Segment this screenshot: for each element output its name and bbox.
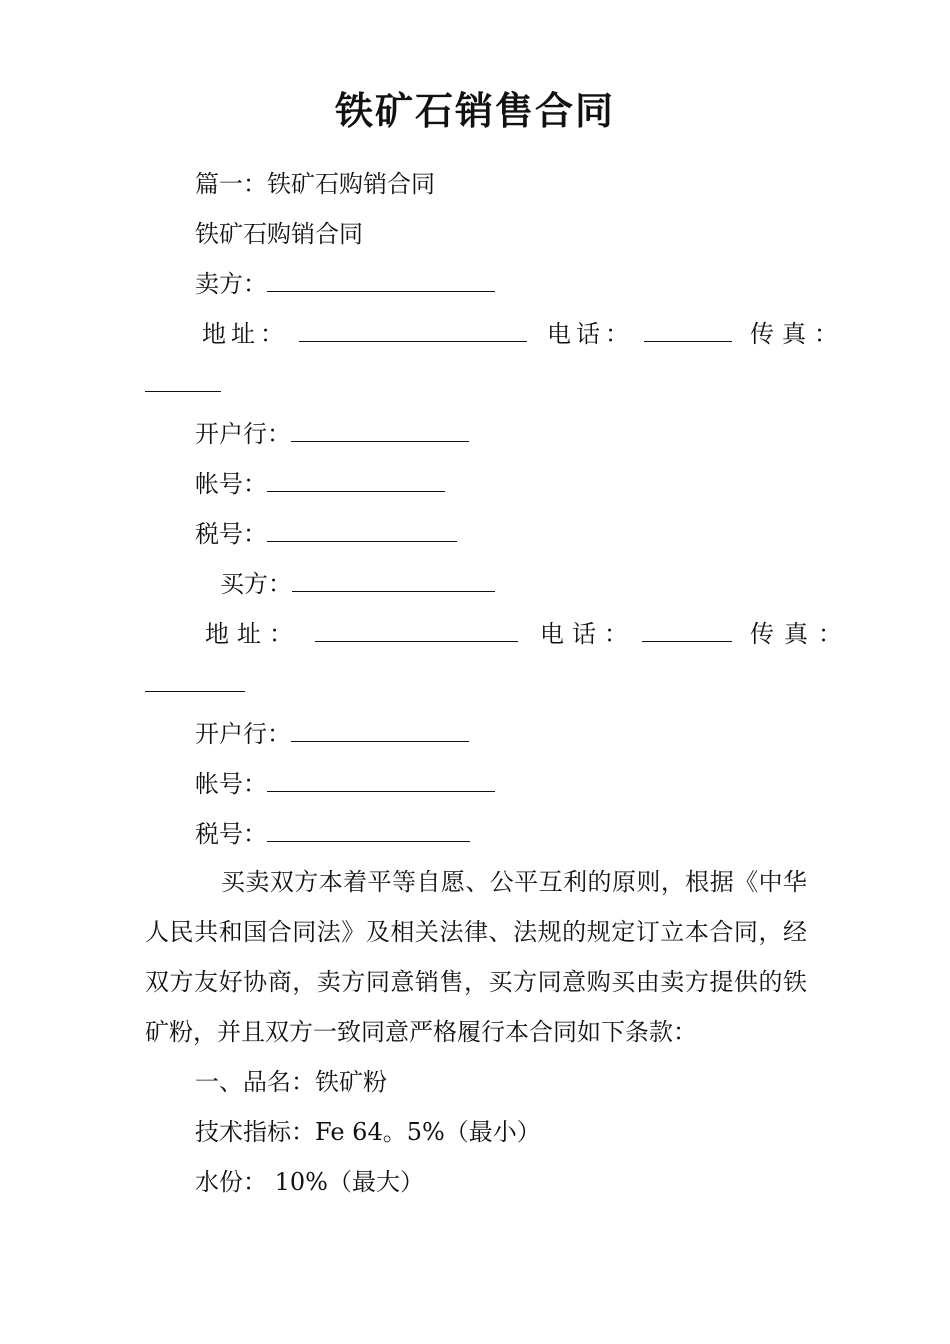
seller-tax-blank[interactable] — [267, 519, 457, 542]
buyer-tax-row — [195, 818, 470, 850]
chapter-heading: 篇一：铁矿石购销合同 — [195, 170, 435, 198]
buyer-address-label: 地址： — [205, 620, 301, 648]
product-name-line: 一、品名：铁矿粉 — [195, 1068, 387, 1096]
seller-phone-label: 电话： — [547, 320, 634, 348]
seller-account-row — [195, 468, 445, 500]
buyer-bank-label: 开户行： — [195, 720, 291, 748]
seller-bank-blank[interactable] — [291, 419, 469, 442]
seller-blank[interactable] — [267, 269, 495, 292]
buyer-account-label: 帐号： — [195, 770, 267, 798]
buyer-fax-row — [145, 668, 245, 700]
seller-phone-blank[interactable] — [644, 319, 732, 342]
seller-tax-row — [195, 518, 457, 550]
buyer-bank-blank[interactable] — [291, 719, 469, 742]
seller-row — [195, 268, 495, 300]
buyer-address-blank[interactable] — [315, 619, 518, 642]
seller-fax-row — [145, 368, 221, 400]
seller-account-label: 帐号： — [195, 470, 267, 498]
buyer-phone-label: 电话： — [540, 620, 636, 648]
seller-fax-label: 传真： — [750, 320, 846, 348]
contract-subtitle: 铁矿石购销合同 — [195, 220, 363, 248]
buyer-account-blank[interactable] — [267, 769, 495, 792]
buyer-label: 买方： — [220, 570, 292, 598]
product-moisture-line: 水份： 10%（最大） — [195, 1168, 424, 1196]
buyer-phone-blank[interactable] — [642, 619, 732, 642]
seller-label: 卖方： — [195, 270, 267, 298]
document-title: 铁矿石销售合同 — [334, 88, 615, 133]
seller-account-blank[interactable] — [267, 469, 445, 492]
preamble-paragraph: 买卖双方本着平等自愿、公平互利的原则，根据《中华人民共和国合同法》及相关法律、法规的规定订立本合同，经双方友好协商，卖方同意销售，买方同意购买由卖方提供的铁矿粉，并且双方一致同意严格履行本合同如下条款： — [145, 868, 807, 1046]
seller-bank-label: 开户行： — [195, 420, 291, 448]
buyer-blank[interactable] — [292, 569, 495, 592]
buyer-fax-label: 传真： — [750, 620, 852, 648]
buyer-tax-label: 税号： — [195, 820, 267, 848]
buyer-bank-row — [195, 718, 469, 750]
seller-bank-row — [195, 418, 469, 450]
buyer-account-row — [195, 768, 495, 800]
seller-address-label: 地址： — [202, 320, 289, 348]
buyer-fax-blank[interactable] — [145, 669, 245, 692]
buyer-tax-blank[interactable] — [267, 819, 470, 842]
seller-fax-blank[interactable] — [145, 369, 221, 392]
buyer-contact-row — [205, 618, 852, 650]
seller-tax-label: 税号： — [195, 520, 267, 548]
seller-contact-row — [202, 318, 846, 350]
buyer-row — [220, 568, 495, 600]
seller-address-blank[interactable] — [299, 319, 527, 342]
product-spec-line: 技术指标：Fe 64。5%（最小） — [195, 1118, 541, 1146]
